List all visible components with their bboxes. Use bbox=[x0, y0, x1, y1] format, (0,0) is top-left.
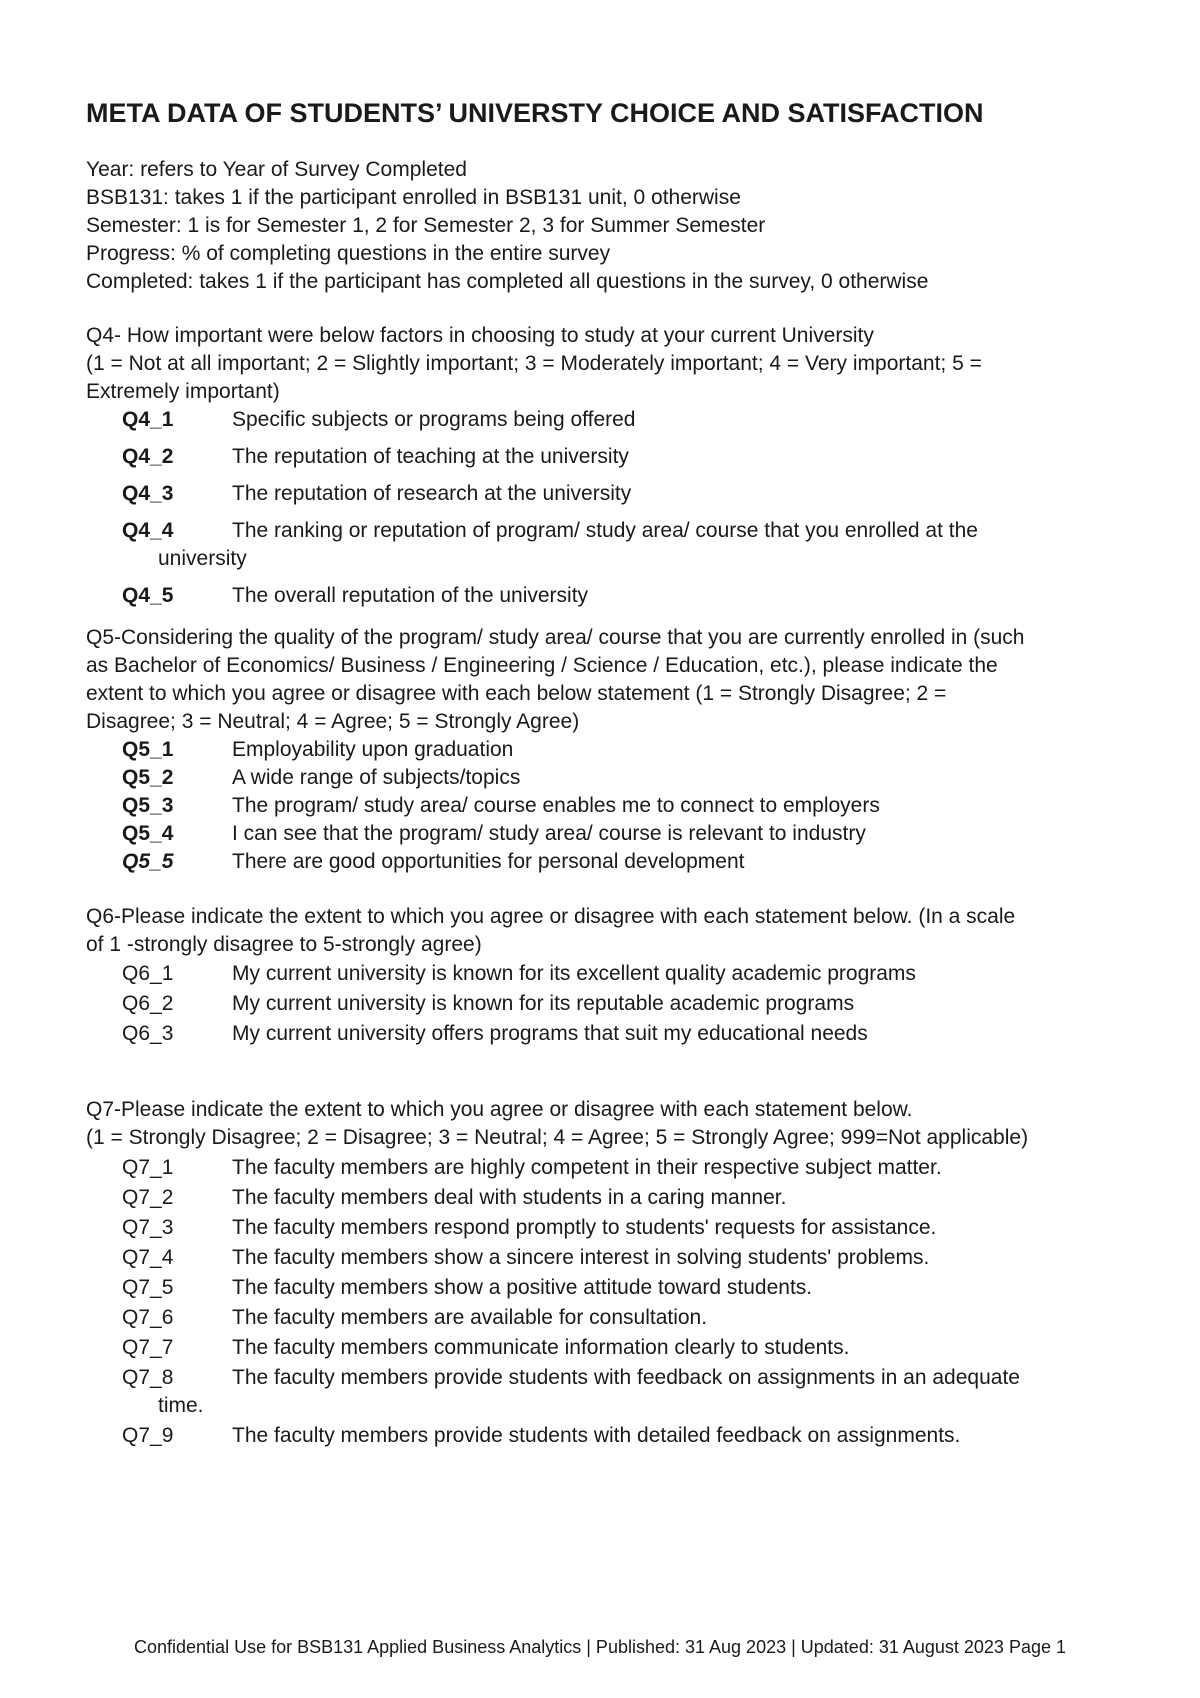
item-code: Q5_2 bbox=[122, 766, 174, 789]
item-text: The faculty members communicate information clearly to students. bbox=[232, 1336, 850, 1359]
list-item bbox=[86, 406, 1186, 443]
q5-item-list bbox=[86, 736, 1186, 876]
item-text: A wide range of subjects/topics bbox=[232, 766, 521, 789]
item-code: Q5_4 bbox=[122, 822, 174, 845]
item-code: Q6_3 bbox=[122, 1022, 174, 1045]
list-item bbox=[86, 1244, 1186, 1274]
q5-heading-line: Disagree; 3 = Neutral; 4 = Agree; 5 = Strongly Agree) bbox=[86, 710, 580, 733]
q4-section bbox=[86, 322, 982, 406]
list-item bbox=[86, 736, 1186, 764]
list-item bbox=[86, 1154, 1186, 1184]
list-item bbox=[86, 960, 1186, 990]
item-code: Q7_9 bbox=[122, 1424, 174, 1447]
q5-heading-line: as Bachelor of Economics/ Business / Engineering / Science / Education, etc.), please indicate the bbox=[86, 654, 998, 677]
item-code: Q4_3 bbox=[122, 482, 174, 505]
list-item bbox=[86, 764, 1186, 792]
q5-heading-line: extent to which you agree or disagree with each below statement (1 = Strongly Disagree; 2 = bbox=[86, 682, 947, 705]
list-item bbox=[86, 1214, 1186, 1244]
item-text: The faculty members provide students with detailed feedback on assignments. bbox=[232, 1424, 961, 1447]
item-text-cont: time. bbox=[158, 1394, 204, 1417]
meta-line-progress: Progress: % of completing questions in the entire survey bbox=[86, 242, 611, 265]
item-text: The faculty members are available for consultation. bbox=[232, 1306, 708, 1329]
item-text: Employability upon graduation bbox=[232, 738, 514, 761]
list-item bbox=[86, 480, 1186, 517]
item-code: Q7_6 bbox=[122, 1306, 174, 1329]
item-code: Q5_3 bbox=[122, 794, 174, 817]
q7-section bbox=[86, 1096, 1028, 1152]
item-code: Q4_2 bbox=[122, 445, 174, 468]
item-text-cont: university bbox=[158, 547, 247, 570]
list-item bbox=[86, 1304, 1186, 1334]
q6-heading-line: of 1 -strongly disagree to 5-strongly agree) bbox=[86, 933, 482, 956]
q7-heading-line: (1 = Strongly Disagree; 2 = Disagree; 3 = Neutral; 4 = Agree; 5 = Strongly Agree; 999=Not applicable) bbox=[86, 1126, 1029, 1149]
item-text: My current university is known for its excellent quality academic programs bbox=[232, 962, 916, 985]
list-item bbox=[86, 443, 1186, 480]
item-text: The program/ study area/ course enables me to connect to employers bbox=[232, 794, 880, 817]
list-item bbox=[86, 517, 1186, 582]
item-text: My current university offers programs that suit my educational needs bbox=[232, 1022, 868, 1045]
list-item bbox=[86, 820, 1186, 848]
item-text: Specific subjects or programs being offered bbox=[232, 408, 636, 431]
item-text: The faculty members show a positive attitude toward students. bbox=[232, 1276, 813, 1299]
item-code: Q7_5 bbox=[122, 1276, 174, 1299]
q7-item-list bbox=[86, 1154, 1186, 1452]
item-code: Q7_4 bbox=[122, 1246, 174, 1269]
item-text: My current university is known for its reputable academic programs bbox=[232, 992, 855, 1015]
item-code: Q5_1 bbox=[122, 738, 174, 761]
item-text: I can see that the program/ study area/ course is relevant to industry bbox=[232, 822, 866, 845]
list-item bbox=[86, 1184, 1186, 1214]
meta-line-year: Year: refers to Year of Survey Completed bbox=[86, 158, 467, 181]
meta-line-completed: Completed: takes 1 if the participant has completed all questions in the survey, 0 otherwise bbox=[86, 270, 929, 293]
item-text: The faculty members are highly competent in their respective subject matter. bbox=[232, 1156, 942, 1179]
list-item bbox=[86, 792, 1186, 820]
item-code: Q6_1 bbox=[122, 962, 174, 985]
q4-scale-cont: Extremely important) bbox=[86, 380, 280, 403]
document-title: META DATA OF STUDENTS’ UNIVERSTY CHOICE AND SATISFACTION bbox=[86, 98, 984, 128]
list-item bbox=[86, 990, 1186, 1020]
item-text: The ranking or reputation of program/ study area/ course that you enrolled at the bbox=[232, 519, 978, 542]
q7-heading-line: Q7-Please indicate the extent to which you agree or disagree with each statement below. bbox=[86, 1098, 913, 1121]
item-code: Q7_3 bbox=[122, 1216, 174, 1239]
meta-line-semester: Semester: 1 is for Semester 1, 2 for Semester 2, 3 for Summer Semester bbox=[86, 214, 766, 237]
q6-item-list bbox=[86, 960, 1186, 1050]
item-code: Q6_2 bbox=[122, 992, 174, 1015]
item-text: The faculty members provide students with feedback on assignments in an adequate bbox=[232, 1366, 1020, 1389]
item-text: The reputation of teaching at the university bbox=[232, 445, 629, 468]
item-code: Q4_5 bbox=[122, 584, 174, 607]
item-code: Q7_1 bbox=[122, 1156, 174, 1179]
item-text: The faculty members respond promptly to students' requests for assistance. bbox=[232, 1216, 937, 1239]
list-item bbox=[86, 848, 1186, 876]
q4-heading: Q4- How important were below factors in choosing to study at your current University bbox=[86, 324, 874, 347]
meta-section bbox=[86, 156, 928, 296]
meta-line-bsb131: BSB131: takes 1 if the participant enrolled in BSB131 unit, 0 otherwise bbox=[86, 186, 741, 209]
item-code: Q7_8 bbox=[122, 1366, 174, 1389]
item-code: Q4_4 bbox=[122, 519, 174, 542]
q6-heading-line: Q6-Please indicate the extent to which you agree or disagree with each statement below. (In a scale bbox=[86, 905, 1016, 928]
item-code: Q7_7 bbox=[122, 1336, 174, 1359]
q5-section bbox=[86, 624, 1025, 736]
list-item bbox=[86, 1422, 1186, 1452]
item-text: The overall reputation of the university bbox=[232, 584, 589, 607]
q6-section bbox=[86, 903, 1015, 959]
item-text: There are good opportunities for personal development bbox=[232, 850, 745, 873]
list-item bbox=[86, 1274, 1186, 1304]
item-text: The faculty members deal with students in a caring manner. bbox=[232, 1186, 787, 1209]
list-item bbox=[86, 1020, 1186, 1050]
list-item bbox=[86, 582, 1186, 619]
q4-scale: (1 = Not at all important; 2 = Slightly important; 3 = Moderately important; 4 = Very important; 5 = bbox=[86, 352, 982, 375]
item-text: The faculty members show a sincere interest in solving students' problems. bbox=[232, 1246, 930, 1269]
q4-item-list bbox=[86, 406, 1186, 619]
list-item bbox=[86, 1334, 1186, 1364]
page-footer: Confidential Use for BSB131 Applied Business Analytics | Published: 31 Aug 2023 | Updated: 31 August 2023 Page 1 bbox=[134, 1637, 1066, 1657]
item-code: Q5_5 bbox=[122, 850, 174, 873]
item-code: Q4_1 bbox=[122, 408, 174, 431]
list-item bbox=[86, 1364, 1186, 1422]
q5-heading-line: Q5-Considering the quality of the program/ study area/ course that you are currently enrolled in (such bbox=[86, 626, 1025, 649]
item-code: Q7_2 bbox=[122, 1186, 174, 1209]
item-text: The reputation of research at the university bbox=[232, 482, 632, 505]
